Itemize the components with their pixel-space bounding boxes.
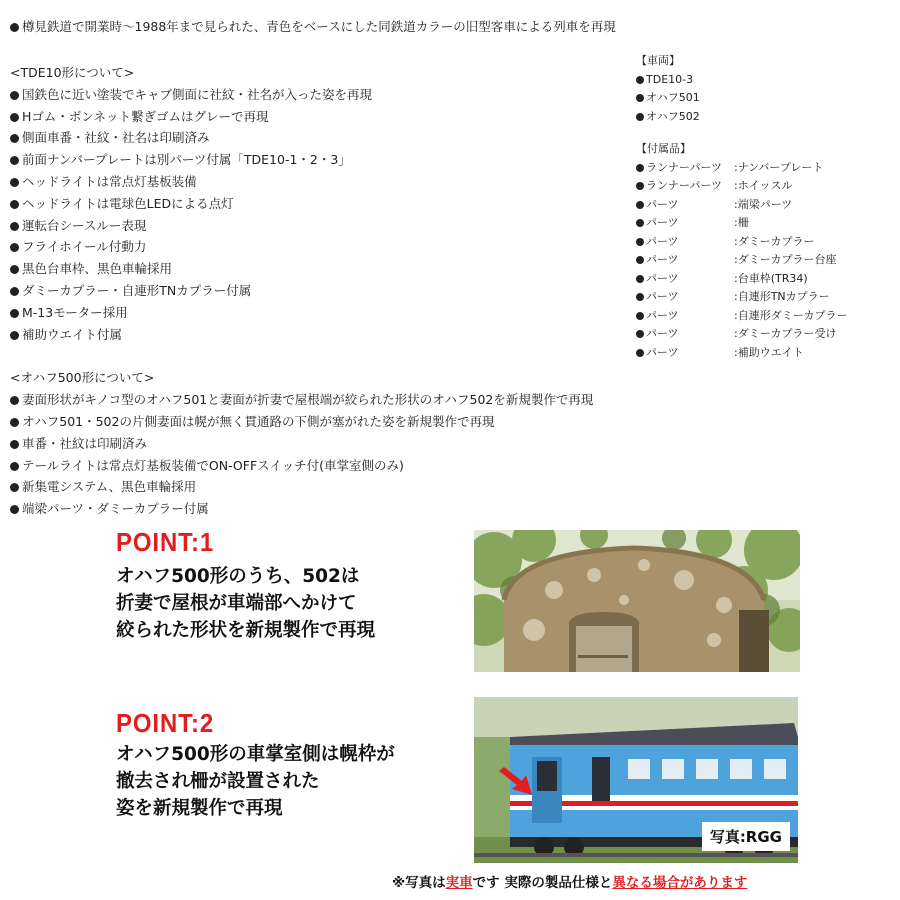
accessory-detail: :ダミーカプラー受け: [734, 327, 837, 340]
ohafu500-heading: <オハフ500形について>: [10, 370, 155, 386]
point1-text: [116, 563, 375, 644]
accessory-detail: :補助ウエイト: [734, 345, 804, 359]
bullet-icon: [636, 330, 644, 338]
intro-text: 樽見鉄道で開業時〜1988年まで見られた、青色をベースにした同鉄道カラーの旧型客車による列車を再現: [22, 19, 616, 34]
list-item: [10, 389, 630, 411]
bullet-icon: [10, 396, 19, 405]
bullet-icon: [10, 287, 19, 296]
ohafu500-items: [10, 389, 630, 520]
accessory-item: [636, 307, 886, 326]
list-item: [10, 258, 630, 280]
accessory-detail: :端梁パーツ: [734, 197, 793, 211]
list-item: [10, 149, 630, 171]
accessory-item: [636, 177, 886, 196]
list-item-text: 前面ナンバープレートは別パーツ付属「TDE10-1・2・3」: [22, 152, 351, 168]
accessory-name: パーツ: [646, 216, 679, 229]
list-item-text: 運転台シースルー表現: [22, 217, 147, 233]
accessory-name: ランナーパーツ: [646, 179, 723, 192]
bullet-icon: [636, 349, 644, 357]
bullet-icon: [636, 293, 644, 301]
accessory-name: パーツ: [646, 308, 679, 322]
bullet-icon: [636, 113, 644, 121]
bullet-icon: [10, 178, 19, 187]
list-item-text: 黒色台車枠、黒色車輪採用: [22, 261, 173, 277]
accessories-heading: 【付属品】: [636, 142, 691, 155]
list-item: [10, 324, 630, 346]
accessory-name: パーツ: [646, 327, 679, 340]
list-item: [10, 411, 630, 433]
bullet-icon: [10, 462, 19, 471]
bullet-icon: [10, 200, 19, 209]
accessory-detail: :ホイッスル: [734, 179, 793, 192]
bullet-icon: [10, 440, 19, 449]
list-item: [10, 433, 630, 455]
list-item-text: 国鉄色に近い塗装でキャブ側面に社紋・社名が入った姿を再現: [22, 86, 373, 102]
bullet-icon: [10, 505, 19, 514]
point2-line: 姿を新規製作で再現: [116, 798, 283, 819]
point2-title: POINT:2: [116, 708, 215, 738]
point1-title: POINT:1: [116, 527, 215, 557]
list-item: [10, 302, 630, 324]
accessory-item: [636, 214, 886, 233]
bullet-icon: [10, 134, 19, 143]
accessory-name: パーツ: [646, 197, 679, 211]
accessory-name: パーツ: [646, 253, 679, 266]
accessory-detail: :ダミーカプラー: [734, 234, 815, 248]
bullet-icon: [636, 182, 644, 190]
bullet-icon: [10, 156, 19, 165]
bullet-icon: [10, 222, 19, 231]
point2-line: 撤去され柵が設置された: [116, 771, 320, 792]
coach-photo: [474, 697, 798, 863]
disclaimer-differ: 異なる場合があります: [612, 875, 748, 891]
list-item: [10, 280, 630, 302]
accessory-item: [636, 270, 886, 289]
list-item-text: ダミーカプラー・自連形TNカプラー付属: [22, 282, 252, 298]
accessory-name: パーツ: [646, 345, 679, 359]
point1-line: オハフ500形のうち、502は: [116, 566, 360, 587]
bullet-icon: [10, 331, 19, 340]
bullet-icon: [636, 238, 644, 246]
accessory-item: [636, 325, 886, 344]
disclaimer-middle: です 実際の製品仕様と: [472, 875, 613, 891]
list-item: [636, 89, 886, 108]
spec-list: [636, 52, 886, 362]
list-item-text: オハフ502: [646, 109, 700, 123]
list-item-text: 補助ウエイト付属: [22, 326, 123, 342]
bullet-icon: [10, 113, 19, 122]
bullet-icon: [636, 94, 644, 102]
accessory-detail: :ダミーカプラー台座: [734, 253, 837, 266]
bullet-icon: [636, 312, 644, 320]
bullet-icon: [636, 76, 644, 84]
list-item: [10, 106, 630, 128]
bullet-icon: [10, 243, 19, 252]
point1-line: 折妻で屋根が車端部へかけて: [116, 593, 357, 614]
list-item: [10, 215, 630, 237]
list-item-text: テールライトは常点灯基板装備でON-OFFスイッチ付(車掌室側のみ): [22, 457, 404, 473]
tde10-items: [10, 84, 630, 346]
point1-line: 絞られた形状を新規製作で再現: [116, 620, 376, 641]
list-item-text: オハフ501・502の片側妻面は幌が無く貫通路の下側が塞がれた姿を新規製作で再現: [22, 413, 495, 429]
disclaimer: [392, 871, 747, 891]
list-item-text: 側面車番・社紋・社名は印刷済み: [22, 130, 210, 146]
point2-text: [116, 741, 395, 822]
vehicles-heading: 【車両】: [636, 54, 680, 67]
list-item-text: 車番・社紋は印刷済み: [22, 435, 148, 451]
photo-credit: 写真:RGG: [702, 822, 790, 851]
list-item: [10, 498, 630, 520]
bullet-icon: [10, 91, 19, 100]
list-item: [10, 84, 630, 106]
tde10-heading: <TDE10形について>: [10, 65, 135, 80]
bullet-icon: [10, 23, 19, 32]
list-item-text: M-13モーター採用: [22, 304, 128, 320]
bullet-icon: [636, 275, 644, 283]
bullet-icon: [10, 309, 19, 318]
list-item: [636, 71, 886, 90]
point2-line: オハフ500形の車掌室側は幌枠が: [116, 744, 395, 765]
disclaimer-prefix: ※写真は: [392, 875, 446, 891]
disclaimer-real: 実車: [445, 875, 473, 891]
coach-end-photo: [474, 530, 800, 672]
accessory-name: パーツ: [646, 271, 679, 285]
list-item-text: オハフ501: [646, 91, 700, 104]
list-item: [10, 193, 630, 215]
list-item-text: ヘッドライトは電球色LEDによる点灯: [22, 195, 234, 211]
list-item: [10, 455, 630, 477]
bullet-icon: [10, 418, 19, 427]
bullet-icon: [636, 164, 644, 172]
intro-line: [10, 17, 616, 37]
accessory-name: ランナーパーツ: [646, 160, 723, 174]
accessory-name: パーツ: [646, 234, 679, 248]
bullet-icon: [636, 256, 644, 264]
accessory-item: [636, 288, 886, 307]
accessory-detail: :ナンバープレート: [734, 160, 824, 174]
list-item: [10, 236, 630, 258]
accessory-detail: :柵: [734, 216, 749, 229]
accessory-item: [636, 251, 886, 270]
list-item-text: 妻面形状がキノコ型のオハフ501と妻面が折妻で屋根端が絞られた形状のオハフ502を新規製作で再現: [22, 392, 594, 408]
bullet-icon: [636, 219, 644, 227]
bullet-icon: [10, 483, 19, 492]
list-item-text: TDE10-3: [646, 72, 694, 86]
accessory-detail: :自連形ダミーカプラー: [734, 308, 848, 322]
accessory-items: [636, 159, 886, 363]
list-item: [10, 127, 630, 149]
list-item: [636, 108, 886, 127]
list-item-text: 端梁パーツ・ダミーカプラー付属: [22, 501, 209, 517]
accessory-name: パーツ: [646, 290, 679, 303]
list-item-text: ヘッドライトは常点灯基板装備: [22, 173, 197, 189]
list-item: [10, 171, 630, 193]
feature-list: [10, 62, 630, 520]
accessory-item: [636, 159, 886, 178]
bullet-icon: [10, 265, 19, 274]
bullet-icon: [636, 201, 644, 209]
list-item-text: 新集電システム、黒色車輪採用: [22, 479, 197, 495]
coach-end-image: [474, 530, 800, 672]
accessory-item: [636, 233, 886, 252]
accessory-item: [636, 344, 886, 363]
accessory-detail: :台車枠(TR34): [734, 271, 808, 285]
list-item-text: フライホイール付動力: [22, 239, 147, 255]
accessory-item: [636, 196, 886, 215]
accessory-detail: :自連形TNカプラー: [734, 290, 830, 303]
list-item: [10, 476, 630, 498]
list-item-text: Hゴム・ボンネット繋ぎゴムはグレーで再現: [22, 108, 269, 124]
vehicle-items: [636, 71, 886, 127]
